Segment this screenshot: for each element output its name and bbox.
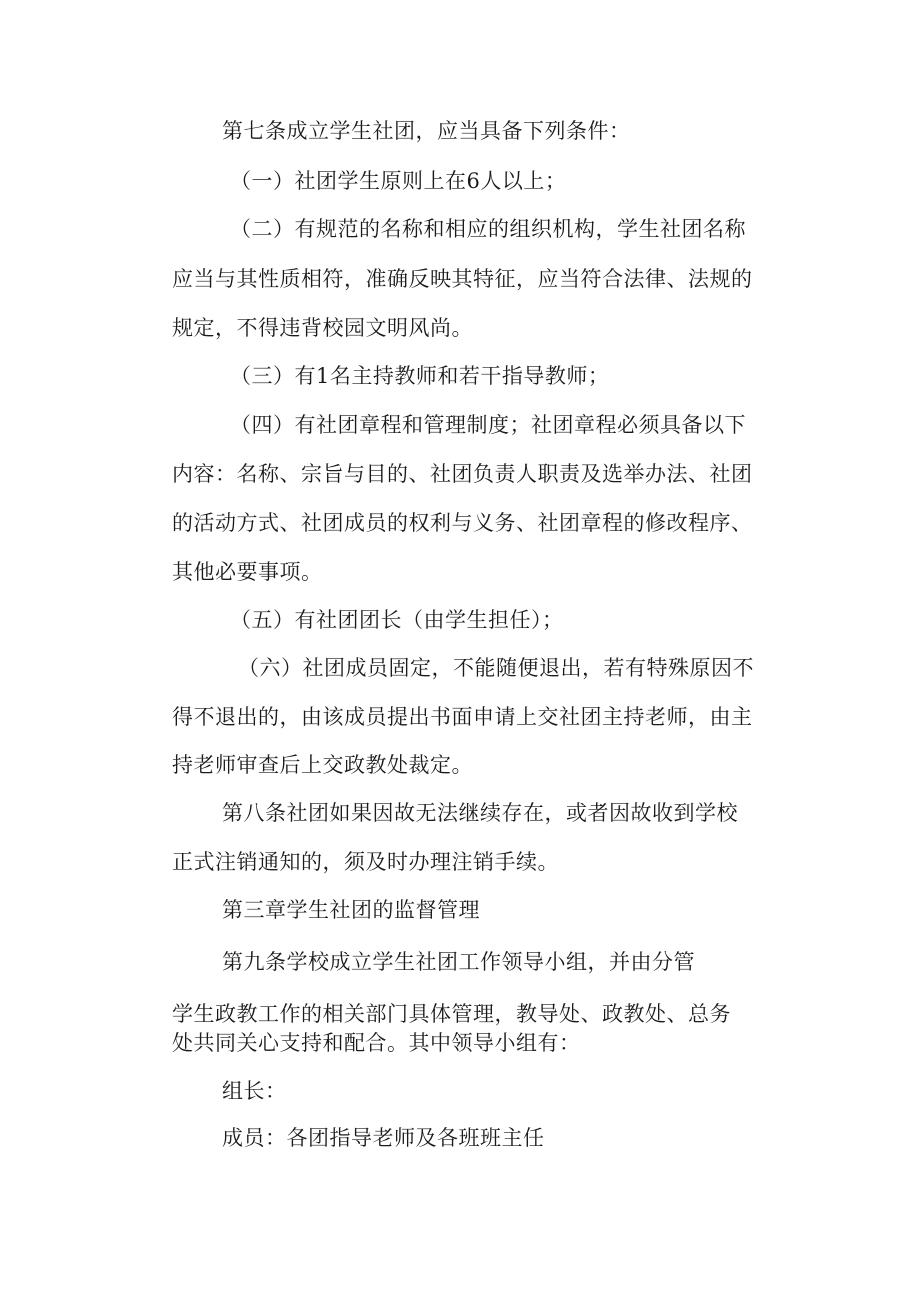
condition-4-line-1: （四）有社团章程和管理制度；社团章程必须具备以下: [230, 413, 746, 437]
condition-6-line-3: 持老师审查后上交政教处裁定。: [172, 753, 473, 777]
article-9-line-2: 学生政教工作的相关部门具体管理，教导处、政教处、总务: [172, 1002, 731, 1026]
article-9-line-1: 第九条学校成立学生社团工作领导小组，并由分管: [222, 950, 695, 974]
condition-2-line-2: 应当与其性质相符，准确反映其特征，应当符合法律、法规的: [172, 267, 753, 291]
chapter-3-heading: 第三章学生社团的监督管理: [222, 898, 480, 922]
group-members: 成员：各团指导老师及各班班主任: [222, 1126, 545, 1150]
condition-5: （五）有社团团长（由学生担任）；: [230, 608, 564, 632]
article-8-line-2: 正式注销通知的，须及时办理注销手续。: [172, 850, 559, 874]
condition-3: （三）有1名主持教师和若干指导教师；: [230, 364, 610, 388]
condition-2-line-1: （二）有规范的名称和相应的组织机构，学生社团名称: [230, 217, 746, 241]
article-9-line-3: 处共同关心支持和配合。其中领导小组有：: [172, 1031, 581, 1055]
article-8-line-1: 第八条社团如果因故无法继续存在，或者因故收到学校: [222, 801, 738, 825]
article-7-heading: 第七条成立学生社团，应当具备下列条件：: [222, 119, 631, 143]
condition-4-line-3: 的活动方式、社团成员的权利与义务、社团章程的修改程序、: [172, 511, 753, 535]
condition-4-line-4: 其他必要事项。: [172, 560, 323, 584]
condition-6-line-1: （六）社团成员固定，不能随便退出，若有特殊原因不: [238, 656, 754, 680]
condition-2-line-3: 规定，不得违背校园文明风尚。: [172, 316, 473, 340]
condition-1: （一）社团学生原则上在6人以上；: [230, 169, 567, 193]
condition-4-line-2: 内容：名称、宗旨与目的、社团负责人职责及选举办法、社团: [172, 462, 753, 486]
group-leader-label: 组长：: [222, 1079, 287, 1103]
condition-6-line-2: 得不退出的，由该成员提出书面申请上交社团主持老师，由主: [172, 705, 753, 729]
